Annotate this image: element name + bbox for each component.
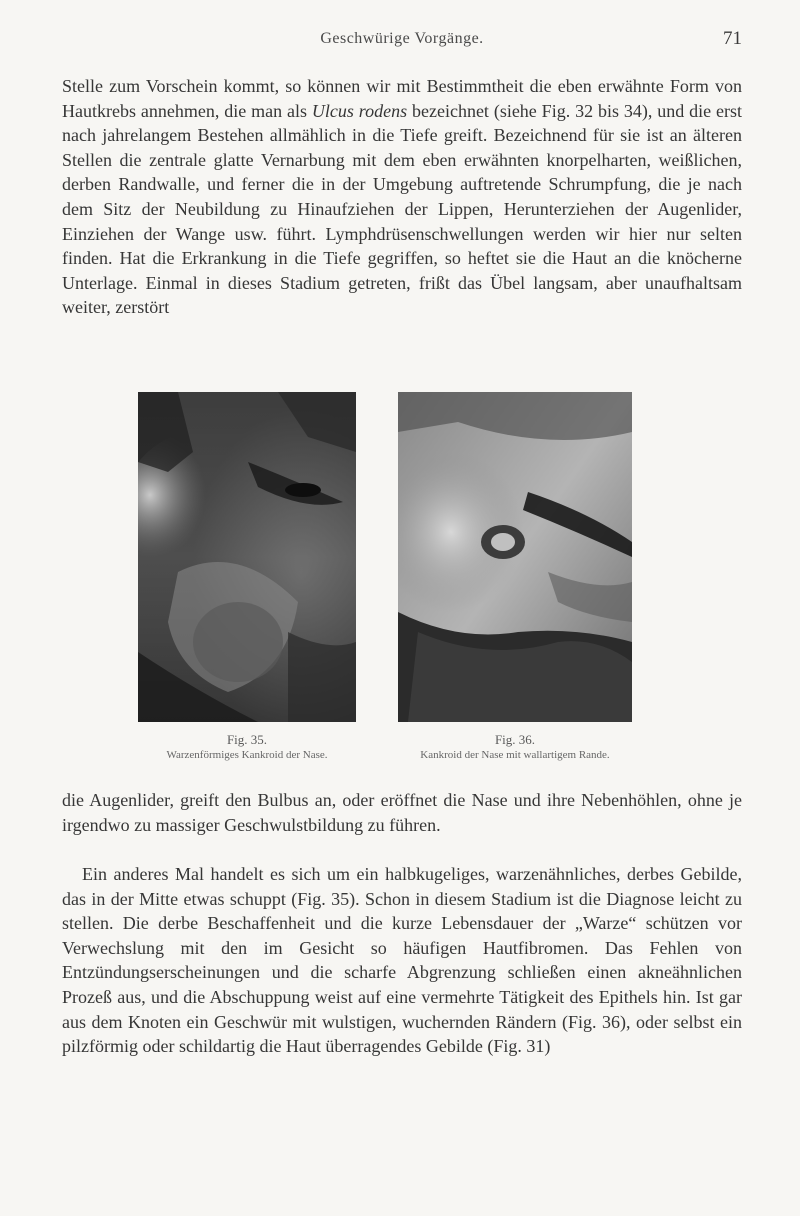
figure-36 [398, 392, 632, 762]
paragraph-3: Ein anderes Mal handelt es sich um ein halbkugeliges, warzenähnliches, derbes Gebilde, das in der Mitte etwas schuppt (Fig. 35). Schon in diesem Stadium ist die Diagnose leicht zu stellen. Die derbe Beschaffenheit und die kurze Lebensdauer der „Warze“ schützen vor Verwechslung mit den im Gesicht so häufigen Hautfibromen. Das Fehlen von Entzündungserscheinungen und die scharfe Abgrenzung schließen einen akneähnlichen Prozeß aus, und die Abschuppung weist auf eine vermehrte Tätigkeit des Epithels hin. Ist gar aus dem Knoten ein Geschwür mit wulstigen, wuchernden Rändern (Fig. 36), oder selbst ein pilzförmig oder schildartig die Haut überragendes Gebilde (Fig. 31) [62, 864, 742, 1057]
paragraph-1-text-before: Stelle zum Vorschein kommt, so können wir mit Bestimmtheit die eben erwähnte Form von Hautkrebs annehmen, die man als [62, 76, 742, 121]
figure-35-label: Fig. 35. [226, 732, 268, 747]
figure-36-label: Fig. 36. [494, 732, 536, 747]
term-ulcus-rodens: Ulcus rodens [311, 100, 408, 121]
paragraph-1-text-after: bezeichnet (siehe Fig. 32 bis 34), und die erst nach jahrelangem Bestehen allmählich in die Tiefe greift. Bezeichnend für sie ist an älteren Stellen die zentrale glatte Vernarbung mit dem eben erwähnten knorpelharten, weißlichen, derben Randwalle, und ferner die in der Umgebung auftretende Schrumpfung, die je nach dem Sitz der Neubildung zu Hinaufziehen der Lippen, Herunterziehen der Augenlider, Einziehen der Wange usw. führt. Lymphdrüsenschwellungen werden wir hier nur selten finden. Hat die Erkrankung in die Tiefe gegriffen, so heftet sie die Haut an die knöcherne Unterlage. Einmal in dieses Stadium getreten, frißt das Übel langsam, aber unaufhaltsam weiter, zerstört [62, 100, 743, 318]
paragraph-1 [62, 74, 742, 320]
page-number: 71 [723, 28, 742, 49]
photo-cancroid-nose-wall-edge [398, 392, 632, 722]
paragraph-2: die Augenlider, greift den Bulbus an, oder eröffnet die Nase und ihre Nebenhöhlen, ohne je irgendwo zu massiger Geschwulstbildung zu führen. [62, 790, 742, 835]
figure-35-caption: Warzenförmiges Kankroid der Nase. [166, 749, 328, 761]
figure-36-caption: Kankroid der Nase mit wallartigem Rande. [420, 749, 610, 761]
figure-35 [138, 392, 356, 762]
page-header [62, 28, 742, 52]
running-head: Geschwürige Vorgänge. [320, 30, 484, 47]
photo-warty-cancroid-nose [138, 392, 356, 722]
